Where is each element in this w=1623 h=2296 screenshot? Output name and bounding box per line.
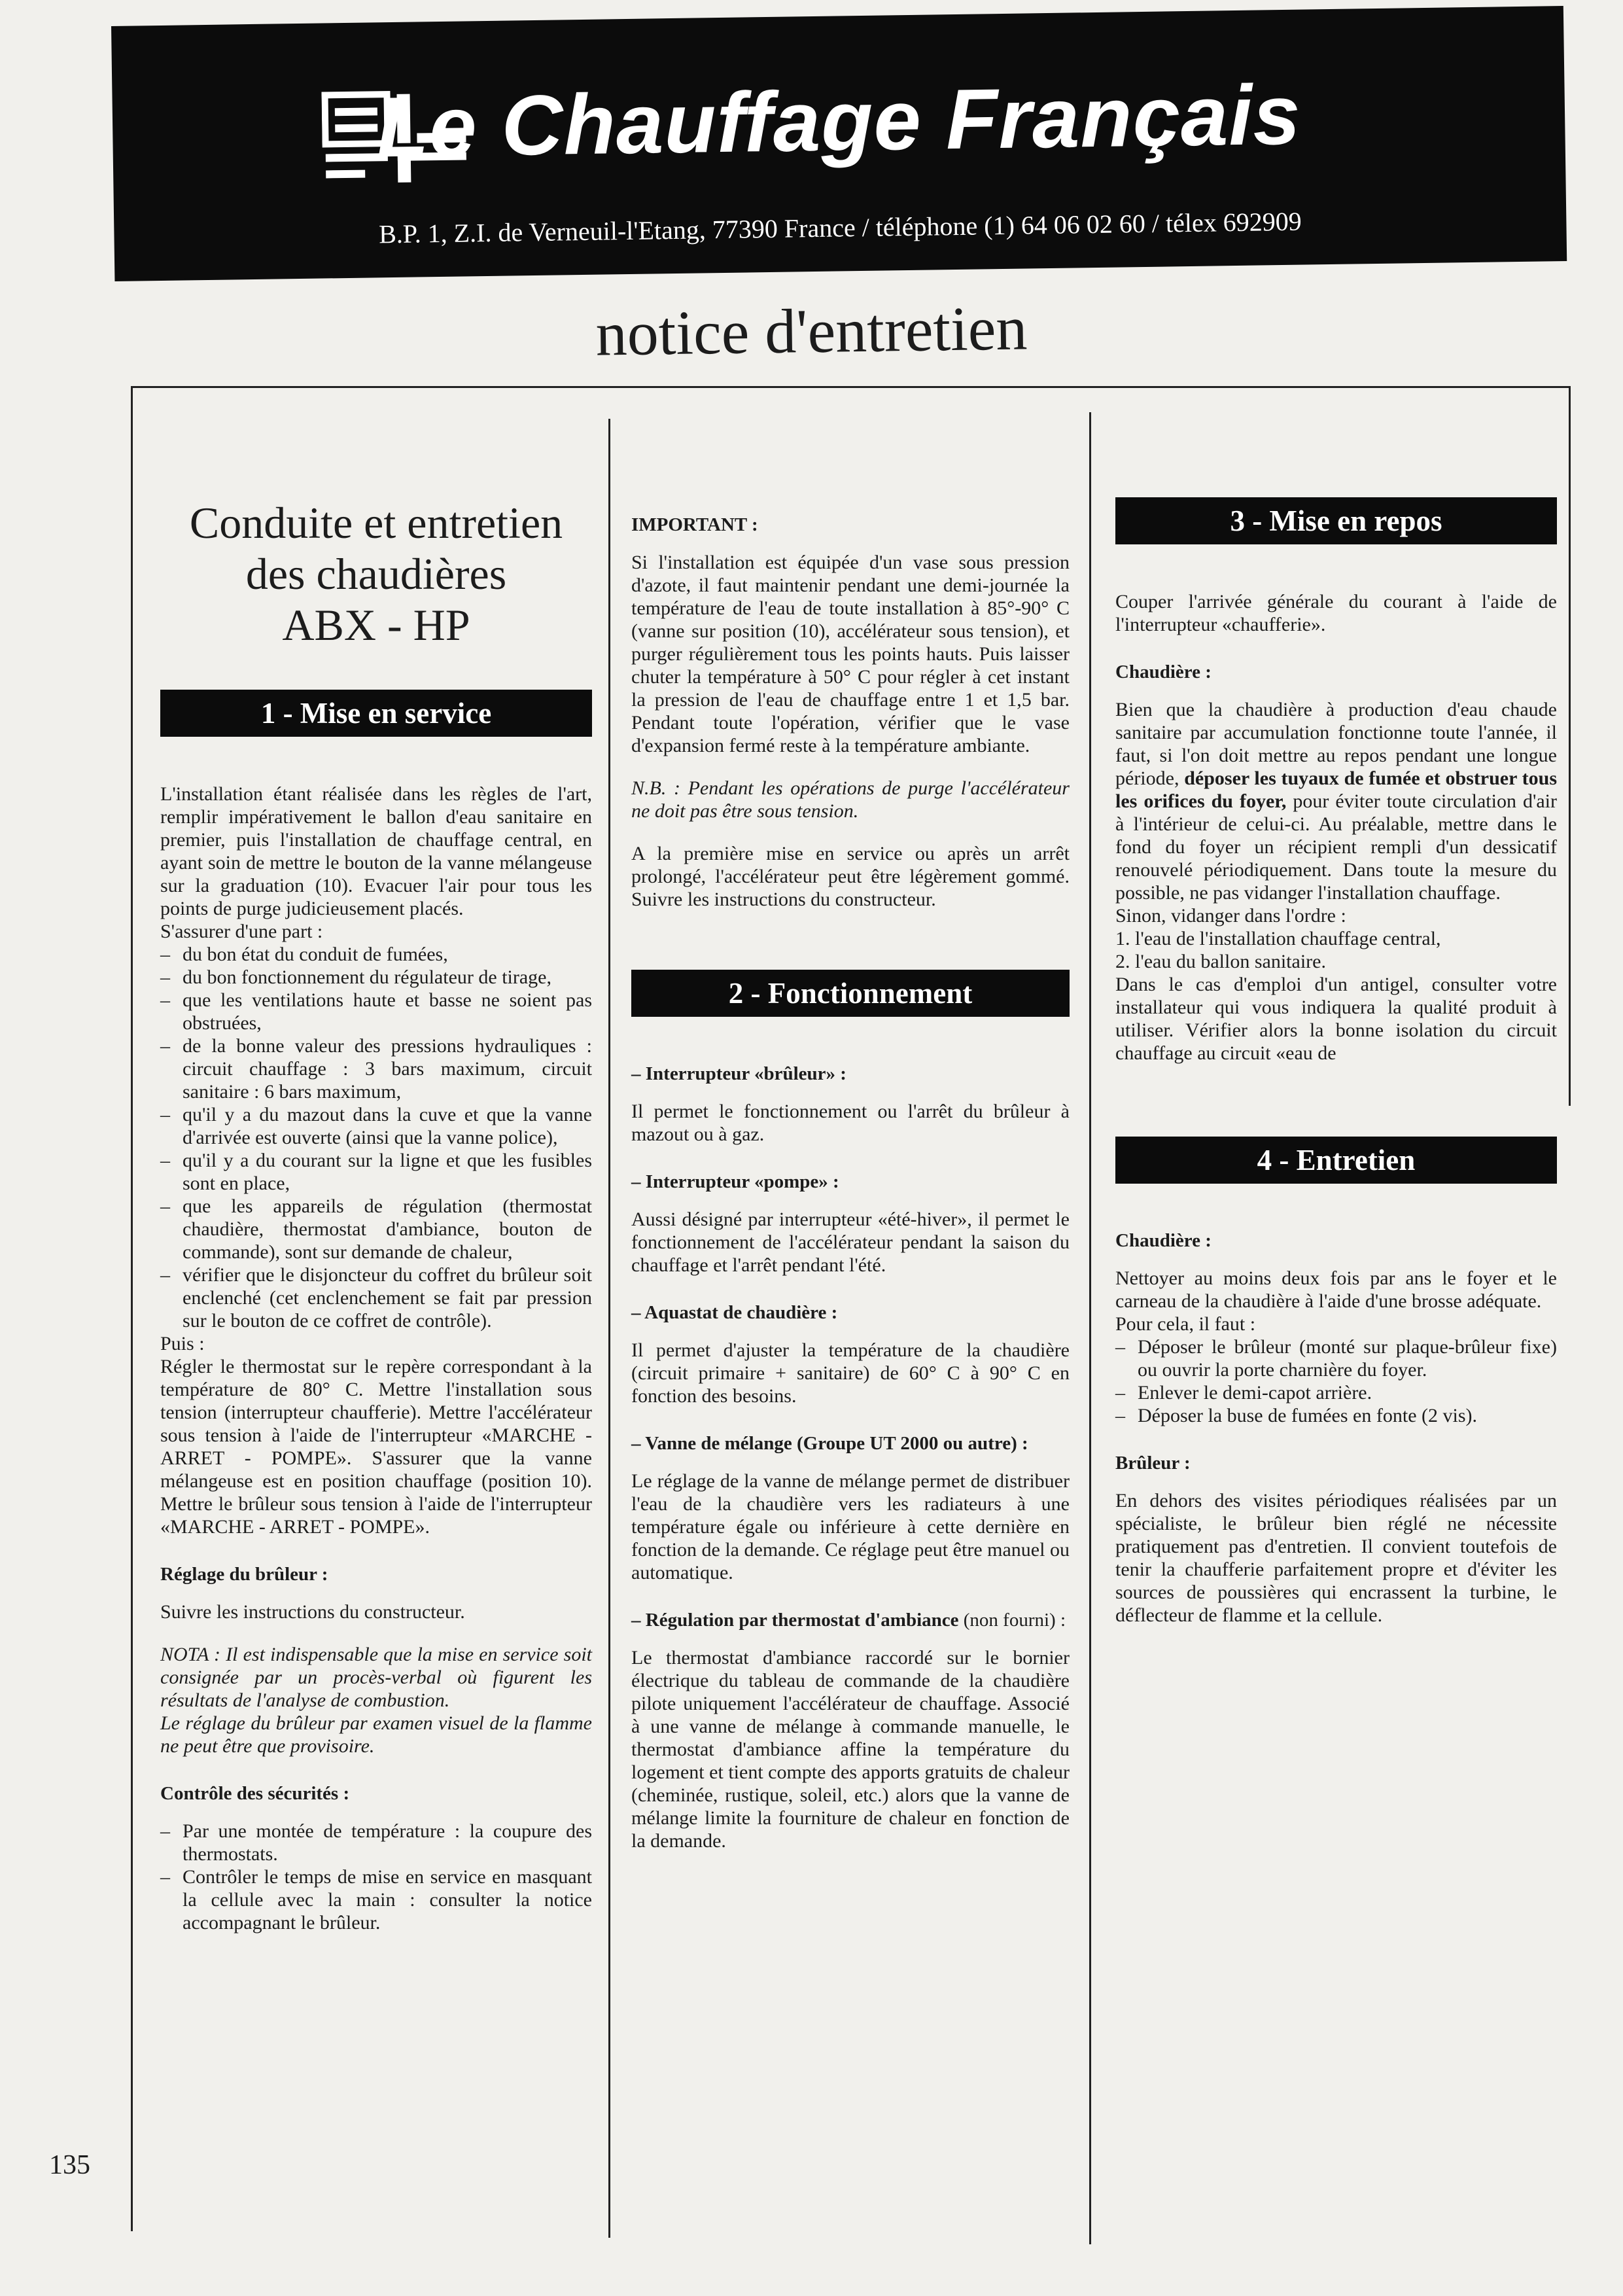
list-item: – Contrôler le temps de mise en service en masquant la cellule avec la main : consulter la notice accompagnant le brûleur.: [160, 1865, 592, 1934]
important-heading: IMPORTANT :: [631, 514, 758, 535]
frame-left-rule: [131, 386, 133, 2231]
switch-pump-heading: – Interrupteur «pompe» :: [631, 1171, 839, 1192]
aquastat-title: Aquastat de chaudière :: [644, 1302, 838, 1323]
section-4-steps-lead: Pour cela, il faut :: [1115, 1313, 1256, 1335]
frame-top-rule: [131, 386, 1570, 388]
drain-lead: Sinon, vidanger dans l'ordre :: [1115, 905, 1346, 927]
section-3-boiler-text-a: Bien que la chaudière à production d'eau chaude sanitaire par accumulation fonctionne toute l'année, il faut, si l'on doit mettre au repos pendant une longue période,: [1115, 699, 1557, 789]
frame-right-rule: [1569, 386, 1571, 1106]
drain-step-2: 2. l'eau du ballon sanitaire.: [1115, 951, 1326, 972]
page-number: 135: [49, 2150, 90, 2180]
company-name: Le Chauffage Français: [375, 66, 1302, 175]
nota-text-2: Le réglage du brûleur par examen visuel de la flamme ne peut être que provisoire.: [160, 1712, 592, 1757]
section-4-boiler-heading: Chaudière :: [1115, 1230, 1212, 1251]
nota-text: NOTA : Il est indispensable que la mise en service soit consignée par un procès-verbal où figurent les résultats de l'analyse de combustion.: [160, 1644, 592, 1711]
list-item: – qu'il y a du courant sur la ligne et que les fusibles sont en place,: [160, 1149, 592, 1195]
section-4-burner-text: En dehors des visites périodiques réalisées par un spécialiste, le brûleur bien réglé ne nécessite pratiquement pas d'entretien. Il convient toutefois de tenir la chaufferie parfaitement propre et d'éviter les sources de poussières qui encrassent la turbine, le déflecteur de flamme et la cellule.: [1115, 1490, 1557, 1626]
room-thermostat-title-suffix: (non fourni) :: [963, 1610, 1066, 1631]
antifreeze-text: Dans le cas d'emploi d'un antigel, consulter votre installateur qui vous indiquera la qualité produit à utiliser. Vérifier alors la bonne isolation du circuit chauffage au circuit «eau de: [1115, 974, 1557, 1064]
section-4-heading: 4 - Entretien: [1115, 1137, 1557, 1184]
section-3-heading: 3 - Mise en repos: [1115, 497, 1557, 544]
room-thermostat-title: Régulation par thermostat d'ambiance: [645, 1610, 959, 1631]
column-1: [160, 497, 592, 1934]
section-1-check-list: [160, 943, 592, 1332]
nb-text: N.B. : Pendant les opérations de purge l'accélérateur ne doit pas être sous tension.: [631, 777, 1070, 822]
list-item: – de la bonne valeur des pressions hydrauliques : circuit chauffage : 3 bars maximum, circuit sanitaire : 6 bars maximum,: [160, 1034, 592, 1103]
list-item: – que les ventilations haute et basse ne soient pas obstruées,: [160, 989, 592, 1034]
list-item: – que les appareils de régulation (thermostat chaudière, thermostat d'ambiance, bouton de commande), sont sur demande de chaleur,: [160, 1195, 592, 1263]
drain-step-1: 1. l'eau de l'installation chauffage central,: [1115, 928, 1441, 949]
safety-check-list: [160, 1820, 592, 1934]
important-text: Si l'installation est équipée d'un vase sous pression d'azote, il faut maintenir pendant une demi-journée la température de l'eau de toute installation à 85°-90° C (vanne sur position (10), accélérateur sous tension), et purger régulièrement tous les points hauts. Puis laisser chuter la température à 50° C pour régler à cet instant la pression de l'eau de chauffage entre 1 et 1,5 bar. Pendant toute l'opération, vérifier que le vase d'expansion fermé reste à la température ambiante.: [631, 552, 1070, 756]
header-banner: [111, 6, 1567, 281]
section-4-boiler-text: Nettoyer au moins deux fois par ans le foyer et le carneau de la chaudière à l'aide d'une brosse adéquate.: [1115, 1267, 1557, 1312]
column-divider-2: [1089, 412, 1091, 2244]
list-item: – vérifier que le disjoncteur du coffret du brûleur soit enclenché (cet enclenchement se fait par pression sur le bouton de ce coffret de contrôle).: [160, 1263, 592, 1332]
switch-pump-title: Interrupteur «pompe» :: [645, 1171, 839, 1192]
main-title-line-1: Conduite et entretien: [189, 498, 563, 548]
room-thermostat-heading: – Régulation par thermostat d'ambiance (non fourni) :: [631, 1610, 1066, 1631]
company-address: B.P. 1, Z.I. de Verneuil-l'Etang, 77390 France / téléphone (1) 64 06 02 60 / télex 692909: [378, 206, 1302, 249]
list-item: – du bon état du conduit de fumées,: [160, 943, 592, 966]
section-1-check-lead: S'assurer d'une part :: [160, 921, 323, 942]
section-2-heading: 2 - Fonctionnement: [631, 970, 1070, 1017]
column-3: [1115, 497, 1557, 1627]
section-4-steps: [1115, 1335, 1557, 1427]
main-title-line-3: ABX - HP: [282, 600, 470, 650]
burner-setting-text: Suivre les instructions du constructeur.: [160, 1601, 465, 1623]
switch-burner-heading: – Interrupteur «brûleur» :: [631, 1063, 846, 1084]
switch-burner-title: Interrupteur «brûleur» :: [645, 1063, 846, 1084]
column-divider-1: [608, 419, 610, 2238]
document-title: notice d'entretien: [595, 292, 1028, 369]
aquastat-text: Il permet d'ajuster la température de la chaudière (circuit primaire + sanitaire) de 60° C à 90° C en fonction des besoins.: [631, 1339, 1070, 1407]
mixing-valve-title: Vanne de mélange (Groupe UT 2000 ou autre) :: [645, 1433, 1028, 1454]
section-3-boiler-heading: Chaudière :: [1115, 662, 1212, 682]
safety-check-heading: Contrôle des sécurités :: [160, 1783, 350, 1804]
section-1-heading: 1 - Mise en service: [160, 690, 592, 737]
aquastat-heading: – Aquastat de chaudière :: [631, 1302, 838, 1323]
section-4-burner-heading: Brûleur :: [1115, 1453, 1191, 1474]
section-1-steps: Régler le thermostat sur le repère correspondant à la température de 80° C. Mettre l'installation sous tension (interrupteur chaufferie). Mettre l'accélérateur sous tension à l'aide de l'interrupteur «MARCHE - ARRET - POMPE». S'assurer que la vanne mélangeuse est en position chauffage (position 10). Mettre le brûleur sous tension à l'aide de l'interrupteur «MARCHE - ARRET - POMPE».: [160, 1356, 592, 1538]
section-3-boiler-text-b: pour éviter toute circulation d'air à l'intérieur de celui-ci. Au préalable, mettre dans le fond du foyer un récipient rempli d'un dessicatif renouvelé périodiquement. Dans toute la mesure du possible, ne pas vidanger l'installation chauffage.: [1115, 790, 1558, 904]
mixing-valve-text: Le réglage de la vanne de mélange permet de distribuer l'eau de la chaudière vers les radiateurs à une température égale ou inférieure à cette dernière en fonction de la demande. Ce réglage peut être manuel ou automatique.: [631, 1470, 1070, 1583]
restart-text: A la première mise en service ou après un arrêt prolongé, l'accélérateur peut être légèrement gommé. Suivre les instructions du constructeur.: [631, 843, 1070, 910]
switch-pump-text: Aussi désigné par interrupteur «été-hiver», il permet le fonctionnement de l'accélérateur pendant la saison du chauffage et l'arrêt pendant l'été.: [631, 1209, 1070, 1276]
switch-burner-text: Il permet le fonctionnement ou l'arrêt du brûleur à mazout ou à gaz.: [631, 1101, 1070, 1145]
section-3-boiler-text-bold: déposer les tuyaux de fumée et obstruer tous les orifices du foyer,: [1115, 768, 1557, 812]
mixing-valve-heading: – Vanne de mélange (Groupe UT 2000 ou autre) :: [631, 1433, 1028, 1454]
section-1-intro: L'installation étant réalisée dans les règles de l'art, remplir impérativement le ballon d'eau sanitaire en premier, puis l'installation de chauffage central, en ayant soin de mettre le bouton de la vanne mélangeuse sur la graduation (10). Evacuer l'air pour tous les points de purge judicieusement placés.: [160, 783, 592, 919]
burner-setting-heading: Réglage du brûleur :: [160, 1564, 328, 1585]
section-1-then: Puis :: [160, 1333, 205, 1354]
column-2: [631, 514, 1070, 1852]
section-3-boiler-text: [1115, 698, 1557, 904]
list-item: – du bon fonctionnement du régulateur de tirage,: [160, 966, 592, 989]
list-item: – qu'il y a du mazout dans la cuve et que la vanne d'arrivée est ouverte (ainsi que la vanne police),: [160, 1103, 592, 1149]
main-title-line-2: des chaudières: [245, 549, 507, 599]
main-title: [160, 497, 592, 650]
section-3-intro: Couper l'arrivée générale du courant à l'aide de l'interrupteur «chaufferie».: [1115, 591, 1557, 635]
list-item: – Déposer le brûleur (monté sur plaque-brûleur fixe) ou ouvrir la porte charnière du foyer.: [1115, 1335, 1557, 1381]
list-item: – Par une montée de température : la coupure des thermostats.: [160, 1820, 592, 1865]
list-item: – Enlever le demi-capot arrière.: [1115, 1381, 1557, 1404]
room-thermostat-text: Le thermostat d'ambiance raccordé sur le bornier électrique du tableau de commande de la chaudière pilote uniquement l'accélérateur de chauffage. Associé à une vanne de mélange à commande manuelle, le thermostat d'ambiance affine la température du logement et tient compte des apports gratuits de chaleur (cheminée, rustique, soleil, etc.) alors que la vanne de mélange limite la fourniture de chaleur en fonction de la demande.: [631, 1647, 1070, 1852]
list-item: – Déposer la buse de fumées en fonte (2 vis).: [1115, 1404, 1557, 1427]
